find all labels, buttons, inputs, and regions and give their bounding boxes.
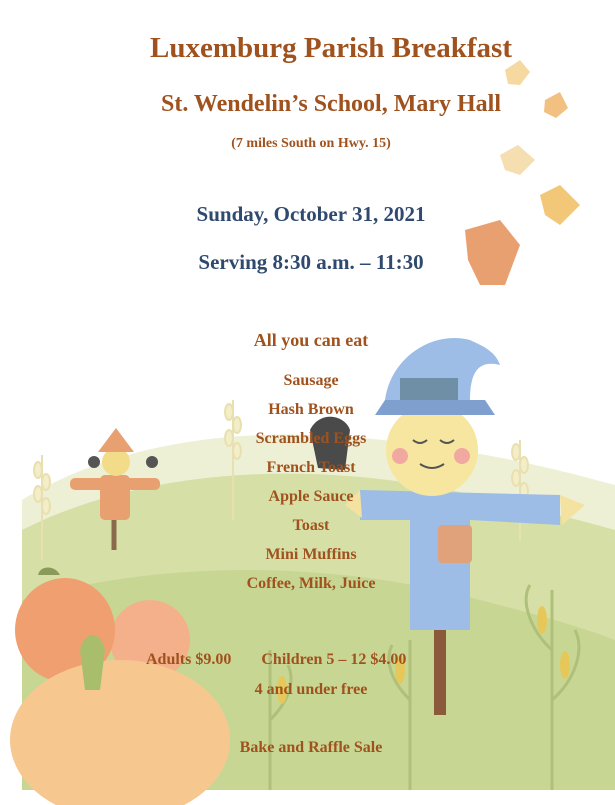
menu-item: Apple Sauce (268, 488, 354, 505)
children-price: Children 5 – 12 $4.00 (261, 651, 407, 668)
all-you-can-eat-heading: All you can eat (253, 330, 369, 350)
serving-time: Serving 8:30 a.m. – 11:30 (198, 250, 424, 274)
directions-text: (7 miles South on Hwy. 15) (231, 136, 391, 151)
event-title: Luxemburg Parish Breakfast (150, 32, 512, 64)
event-date: Sunday, October 31, 2021 (196, 202, 426, 226)
menu-item: French Toast (266, 459, 356, 476)
price-line (146, 651, 406, 669)
menu-list (0, 370, 615, 602)
menu-item: Sausage (283, 372, 339, 389)
bake-sale-text: Bake and Raffle Sale (239, 739, 383, 756)
under-free-text: 4 and under free (254, 681, 368, 698)
menu-item: Scrambled Eggs (255, 430, 367, 447)
menu-item: Coffee, Milk, Juice (246, 575, 376, 592)
menu-item: Mini Muffins (265, 546, 357, 563)
adults-price: Adults $9.00 (146, 651, 232, 668)
menu-item: Hash Brown (268, 401, 354, 418)
menu-item: Toast (292, 517, 330, 534)
venue-name: St. Wendelin’s School, Mary Hall (160, 91, 502, 117)
